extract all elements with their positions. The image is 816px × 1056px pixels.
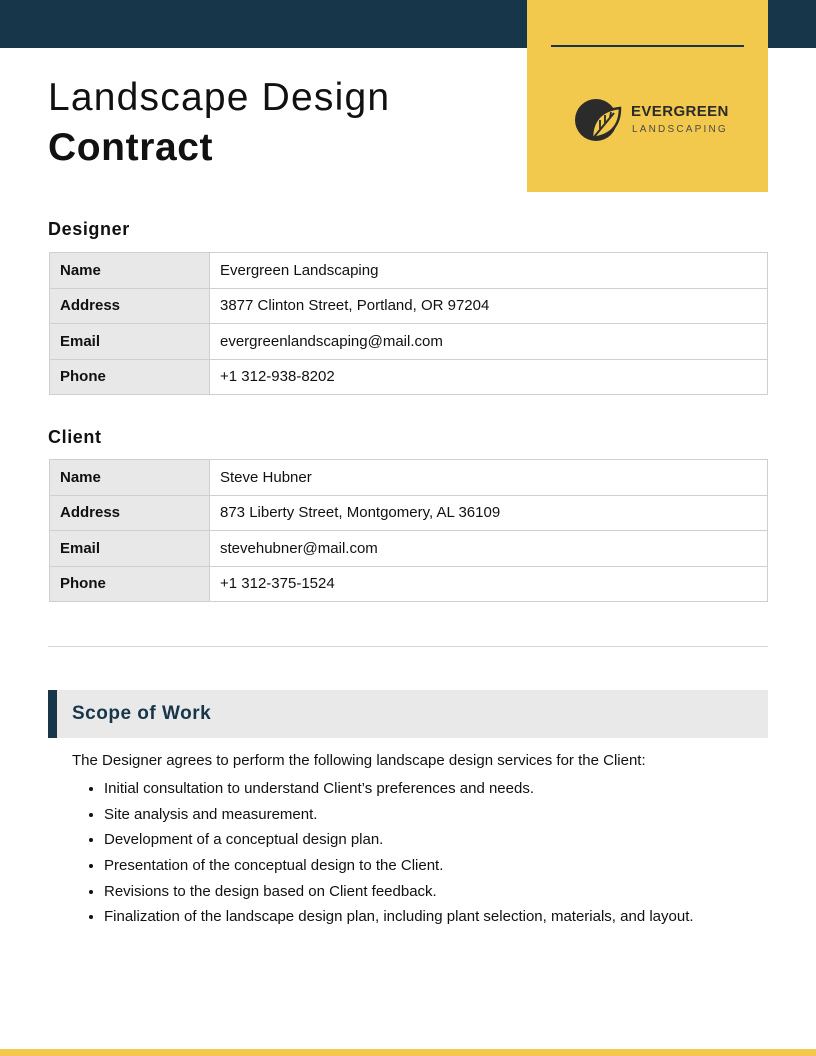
designer-heading: Designer [48, 219, 130, 239]
page-title-line2: Contract [48, 126, 214, 169]
client-name-label: Name [50, 460, 210, 496]
client-name-value: Steve Hubner [210, 460, 768, 496]
list-item: • Initial consultation to understand Client’s preferences and needs. [104, 776, 784, 802]
client-table [49, 459, 768, 602]
table-row [50, 495, 768, 531]
designer-address-value: 3877 Clinton Street, Portland, OR 97204 [210, 288, 768, 324]
table-row [50, 324, 768, 360]
table-row [50, 288, 768, 324]
client-email-value: stevehubner@mail.com [210, 531, 768, 567]
scope-list [72, 776, 784, 930]
scope-accent-bar [48, 690, 57, 738]
list-item: • Site analysis and measurement. [104, 802, 784, 828]
page-title-line1: Landscape Design [48, 76, 391, 119]
logo-panel [527, 0, 768, 192]
client-email-label: Email [50, 531, 210, 567]
logo-tagline: LANDSCAPING [632, 124, 728, 135]
scope-intro: The Designer agrees to perform the following landscape design services for the Client: [72, 752, 646, 769]
designer-address-label: Address [50, 288, 210, 324]
table-row [50, 460, 768, 496]
list-item: • Finalization of the landscape design plan, including plant selection, materials, and layout. [104, 904, 784, 930]
section-divider [48, 646, 768, 647]
designer-phone-value: +1 312-938-8202 [210, 359, 768, 395]
designer-table [49, 252, 768, 395]
list-item: • Development of a conceptual design plan. [104, 827, 784, 853]
designer-name-label: Name [50, 253, 210, 289]
table-row [50, 531, 768, 567]
designer-email-value: evergreenlandscaping@mail.com [210, 324, 768, 360]
logo-divider [551, 45, 744, 47]
client-heading: Client [48, 427, 102, 447]
table-row [50, 253, 768, 289]
designer-email-label: Email [50, 324, 210, 360]
designer-name-value: Evergreen Landscaping [210, 253, 768, 289]
logo-name: EVERGREEN [631, 103, 729, 120]
list-item: • Presentation of the conceptual design to the Client. [104, 853, 784, 879]
bottom-banner [0, 1049, 816, 1056]
designer-phone-label: Phone [50, 359, 210, 395]
client-address-value: 873 Liberty Street, Montgomery, AL 36109 [210, 495, 768, 531]
client-phone-value: +1 312-375-1524 [210, 566, 768, 602]
table-row [50, 566, 768, 602]
client-phone-label: Phone [50, 566, 210, 602]
client-address-label: Address [50, 495, 210, 531]
scope-title: Scope of Work [72, 703, 212, 724]
table-row [50, 359, 768, 395]
list-item: • Revisions to the design based on Client feedback. [104, 879, 784, 905]
scope-header [48, 690, 768, 738]
leaf-icon [574, 98, 622, 142]
